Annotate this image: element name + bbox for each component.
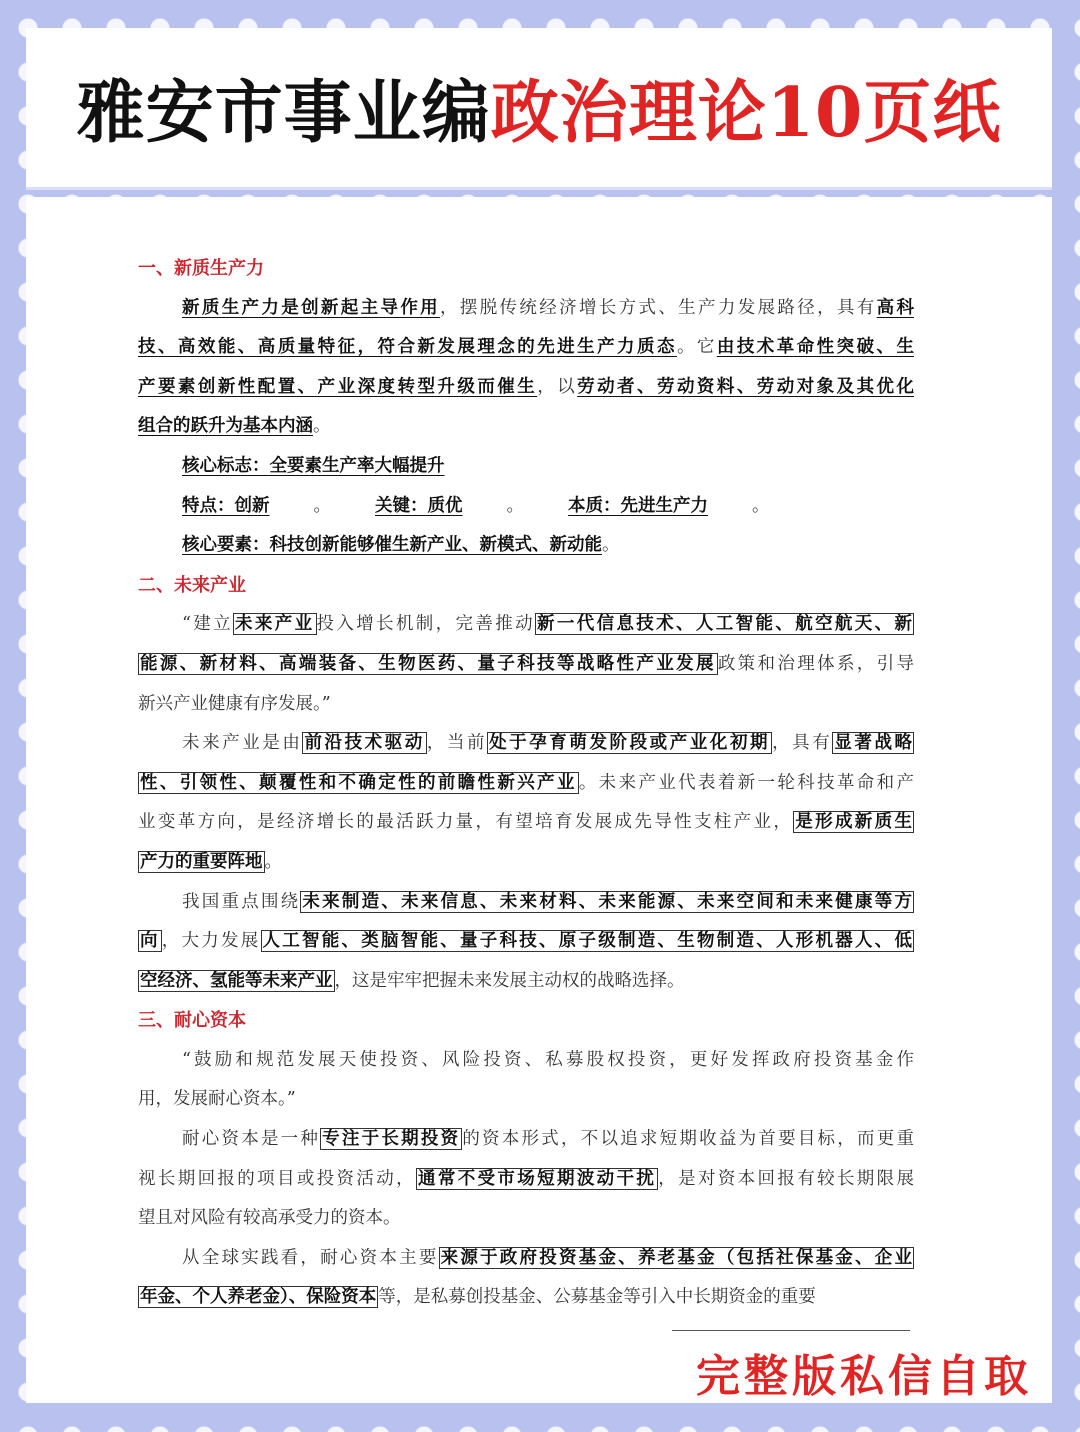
text-line — [138, 447, 914, 487]
body-text: ，以 — [537, 376, 578, 397]
body-text: 从全球实践看，耐心资本主要 — [182, 1247, 439, 1268]
text-line — [138, 1120, 914, 1160]
highlighted-text: 核心标志：全要素生产率大幅提升 — [182, 455, 445, 476]
highlighted-text: 新质生产力是创新起主导作用 — [182, 297, 441, 318]
highlighted-text: 通常不受市场短期波动干扰 — [417, 1168, 657, 1189]
title-banner — [26, 28, 1052, 190]
highlighted-text: 关键：质优 — [375, 495, 463, 516]
highlighted-text: 能源、新材料、高端装备、生物医药、量子科技等战略性产业发展 — [140, 653, 716, 674]
body-text: 。 — [313, 416, 331, 437]
body-text: 投入增长机制，完善推动 — [316, 614, 535, 635]
text-line — [138, 724, 914, 764]
highlighted-text: 由技术革命性突破、生 — [716, 337, 914, 358]
text-line — [138, 407, 914, 447]
body-text: ，摆脱传统经济增长方式、生产力发展路径，具有 — [440, 297, 877, 318]
text-line — [138, 1041, 914, 1081]
body-text: 耐心资本是一种 — [182, 1129, 321, 1150]
body-text: ，当前 — [426, 733, 488, 754]
body-text: 。 — [752, 495, 770, 516]
highlighted-text: 新一代信息技术、人工智能、航空航天、新 — [537, 614, 913, 635]
cut-off-underline — [672, 1330, 910, 1331]
highlighted-text: 来源于政府投资基金、养老基金（包括社保基金、企业 — [440, 1247, 913, 1268]
body-text: 用，发展耐心资本。” — [138, 1089, 296, 1110]
banner-title-red: 政治理论10页纸 — [490, 73, 1002, 153]
text-line — [138, 1199, 914, 1239]
text-line — [138, 487, 914, 527]
highlighted-text: 是形成新质生 — [795, 812, 913, 833]
highlighted-text: 产力的重要阵地 — [140, 851, 263, 872]
text-line — [138, 526, 914, 566]
body-text: 业变革方向，是经济增长的最活跃力量，有望培育发展成先导性支柱产业， — [138, 812, 794, 833]
highlighted-text: 专注于长期投资 — [322, 1129, 461, 1150]
body-text: “建立 — [182, 614, 234, 635]
highlighted-text: 处于孕育萌发阶段或产业化初期 — [489, 733, 771, 754]
body-text: ，具有 — [772, 733, 833, 754]
body-text: 等，是私募创投基金、公募基金等引入中长期资金的重要 — [378, 1287, 816, 1308]
highlighted-text: 空经济、氢能等未来产业 — [140, 970, 333, 991]
highlighted-text: 产要素创新性配置、产业深度转型升级而催生 — [138, 376, 538, 397]
section-heading: 三、耐心资本 — [138, 1010, 246, 1032]
body-text: “鼓励和规范发展天使投资、风险投资、私募股权投资，更好发挥政府投资基金作 — [182, 1049, 914, 1070]
highlighted-text: 向 — [140, 931, 160, 952]
highlighted-text: 本质：先进生产力 — [568, 495, 708, 516]
text-line — [138, 1080, 914, 1120]
body-text: 视长期回报的项目或投资活动， — [138, 1168, 416, 1189]
text-line — [138, 803, 914, 843]
cta-text: 完整版私信自取 — [696, 1351, 1032, 1402]
body-text: 。 — [313, 495, 331, 516]
body-text: 。 — [602, 535, 620, 556]
body-text: 我国重点围绕 — [182, 891, 301, 912]
section-heading: 一、新质生产力 — [138, 258, 264, 279]
highlighted-text: 人工智能、类脑智能、量子科技、原子级制造、生物制造、人形机器人、低 — [262, 931, 912, 952]
text-line — [138, 843, 914, 883]
highlighted-text: 年金、个人养老金）、保险资本 — [140, 1287, 377, 1308]
highlighted-text: 显著战略 — [834, 733, 913, 754]
document-content — [138, 249, 914, 1318]
text-line — [138, 1278, 914, 1318]
body-text: 。它 — [676, 337, 717, 358]
section-heading: 二、未来产业 — [138, 574, 246, 596]
text-line — [138, 922, 914, 962]
highlighted-text: 技、高效能、高质量特征，符合新发展理念的先进生产力质态 — [138, 337, 677, 358]
body-text: 新兴产业健康有序发展。” — [138, 693, 331, 714]
highlighted-text: 未来产业 — [235, 614, 315, 635]
banner-title-black: 雅安市事业编 — [76, 73, 491, 153]
highlighted-text: 特点：创新 — [182, 495, 270, 516]
body-text: 望且对风险有较高承受力的资本。 — [138, 1208, 401, 1229]
body-text: ，大力发展 — [161, 931, 261, 952]
highlighted-text: 核心要素：科技创新能够催生新产业、新模式、新动能 — [182, 535, 602, 556]
text-line — [138, 605, 914, 645]
highlighted-text: 性、引领性、颠覆性和不确定性的前瞻性新兴产业 — [140, 772, 577, 793]
body-text: 。未来产业代表着新一轮科技革命和产 — [578, 772, 914, 793]
body-text: ，是对资本回报有较长期限展 — [658, 1168, 914, 1189]
text-line — [138, 328, 914, 368]
body-text: 未来产业是由 — [182, 733, 303, 754]
body-text: 政策和治理体系，引导 — [717, 653, 914, 674]
text-line — [138, 1160, 914, 1200]
text-line — [138, 1239, 914, 1279]
highlighted-text: 劳动者、劳动资料、劳动对象及其优化 — [577, 376, 914, 397]
text-line — [138, 962, 914, 1002]
text-line — [138, 368, 914, 408]
highlighted-text: 高科 — [876, 297, 914, 318]
highlighted-text: 组合的跃升为基本内涵 — [138, 416, 313, 437]
text-line — [138, 685, 914, 725]
body-text: 的资本形式，不以追求短期收益为首要目标，而更重 — [462, 1129, 914, 1150]
text-line — [138, 883, 914, 923]
highlighted-text: 未来制造、未来信息、未来材料、未来能源、未来空间和未来健康等方 — [302, 891, 913, 912]
text-line — [138, 289, 914, 329]
body-text: 。 — [506, 495, 524, 516]
text-line — [138, 645, 914, 685]
body-text: ，这是牢牢把握未来发展主动权的战略选择。 — [334, 970, 685, 991]
highlighted-text: 前沿技术驱动 — [304, 733, 425, 754]
banner-title — [77, 59, 1002, 156]
document-page — [26, 197, 1052, 1403]
text-line — [138, 764, 914, 804]
body-text: 。 — [264, 851, 282, 872]
